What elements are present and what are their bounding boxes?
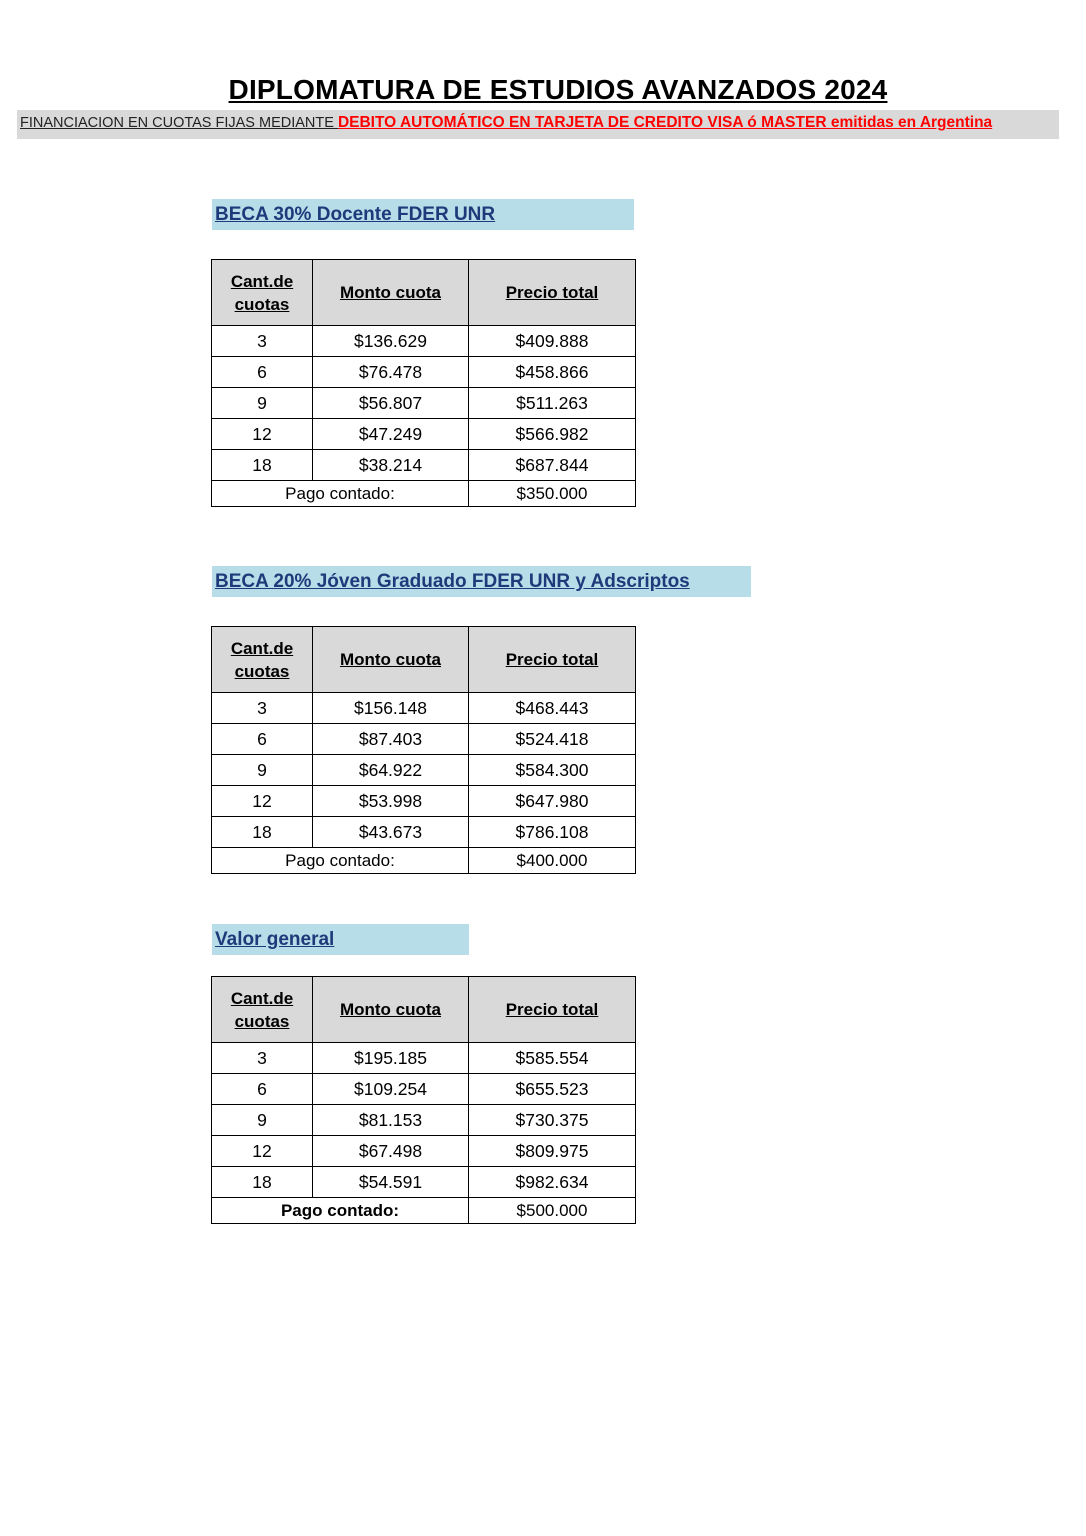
monto-cell: $195.185 bbox=[313, 1043, 469, 1074]
total-cell: $511.263 bbox=[469, 388, 636, 419]
cuotas-cell: 12 bbox=[212, 1136, 313, 1167]
pago-contado-label: Pago contado: bbox=[212, 481, 469, 507]
pago-contado-label: Pago contado: bbox=[212, 1198, 469, 1224]
total-cell: $655.523 bbox=[469, 1074, 636, 1105]
monto-cell: $53.998 bbox=[313, 786, 469, 817]
table-row bbox=[212, 693, 636, 724]
monto-cell: $67.498 bbox=[313, 1136, 469, 1167]
monto-cell: $76.478 bbox=[313, 357, 469, 388]
pricing-table-beca-20 bbox=[211, 626, 636, 874]
table-header-row bbox=[212, 627, 636, 693]
cuotas-cell: 12 bbox=[212, 786, 313, 817]
table-header-row bbox=[212, 260, 636, 326]
table-row bbox=[212, 357, 636, 388]
cuotas-cell: 18 bbox=[212, 450, 313, 481]
table-row bbox=[212, 1043, 636, 1074]
section-heading-valor-general bbox=[212, 924, 469, 955]
total-cell: $524.418 bbox=[469, 724, 636, 755]
cuotas-cell: 6 bbox=[212, 724, 313, 755]
total-cell: $585.554 bbox=[469, 1043, 636, 1074]
monto-cell: $56.807 bbox=[313, 388, 469, 419]
header-precio-total: Precio total bbox=[469, 977, 636, 1043]
table-row bbox=[212, 419, 636, 450]
table-row bbox=[212, 1136, 636, 1167]
subtitle-text: FINANCIACION EN CUOTAS FIJAS MEDIANTE bbox=[20, 115, 338, 131]
monto-cell: $87.403 bbox=[313, 724, 469, 755]
total-cell: $982.634 bbox=[469, 1167, 636, 1198]
financing-subtitle bbox=[17, 110, 1059, 139]
table-row bbox=[212, 786, 636, 817]
cuotas-cell: 6 bbox=[212, 357, 313, 388]
total-cell: $647.980 bbox=[469, 786, 636, 817]
header-monto-cuota: Monto cuota bbox=[313, 260, 469, 326]
subtitle-highlight: DEBITO AUTOMÁTICO EN TARJETA DE CREDITO VISA ó MASTER emitidas en Argentina bbox=[337, 114, 993, 131]
pago-contado-label: Pago contado: bbox=[212, 848, 469, 874]
header-precio-total: Precio total bbox=[469, 627, 636, 693]
table-header-row bbox=[212, 977, 636, 1043]
pricing-table-beca-30 bbox=[211, 259, 636, 507]
total-cell: $730.375 bbox=[469, 1105, 636, 1136]
total-cell: $409.888 bbox=[469, 326, 636, 357]
section-heading-text: Valor general bbox=[215, 929, 335, 950]
cuotas-cell: 9 bbox=[212, 755, 313, 786]
total-cell: $584.300 bbox=[469, 755, 636, 786]
monto-cell: $64.922 bbox=[313, 755, 469, 786]
pago-contado-value: $350.000 bbox=[469, 481, 636, 507]
monto-cell: $109.254 bbox=[313, 1074, 469, 1105]
pago-contado-value: $500.000 bbox=[469, 1198, 636, 1224]
total-cell: $468.443 bbox=[469, 693, 636, 724]
total-cell: $809.975 bbox=[469, 1136, 636, 1167]
table-row bbox=[212, 326, 636, 357]
section-heading-beca-30 bbox=[212, 199, 634, 230]
table-row bbox=[212, 1105, 636, 1136]
monto-cell: $43.673 bbox=[313, 817, 469, 848]
page-title: DIPLOMATURA DE ESTUDIOS AVANZADOS 2024 bbox=[228, 74, 888, 105]
monto-cell: $81.153 bbox=[313, 1105, 469, 1136]
table-row bbox=[212, 755, 636, 786]
monto-cell: $54.591 bbox=[313, 1167, 469, 1198]
header-cant-cuotas: Cant.de cuotas bbox=[212, 977, 313, 1043]
monto-cell: $136.629 bbox=[313, 326, 469, 357]
cuotas-cell: 6 bbox=[212, 1074, 313, 1105]
section-heading-text: BECA 20% Jóven Graduado FDER UNR y Adscriptos bbox=[215, 571, 690, 592]
section-heading-text: BECA 30% Docente FDER UNR bbox=[215, 204, 496, 225]
table-row bbox=[212, 450, 636, 481]
pricing-table-valor-general bbox=[211, 976, 636, 1224]
table-row bbox=[212, 724, 636, 755]
monto-cell: $47.249 bbox=[313, 419, 469, 450]
total-cell: $786.108 bbox=[469, 817, 636, 848]
pago-contado-row bbox=[212, 848, 636, 874]
total-cell: $566.982 bbox=[469, 419, 636, 450]
table-row bbox=[212, 817, 636, 848]
cuotas-cell: 3 bbox=[212, 326, 313, 357]
cuotas-cell: 12 bbox=[212, 419, 313, 450]
pago-contado-row bbox=[212, 1198, 636, 1224]
table-row bbox=[212, 1167, 636, 1198]
total-cell: $687.844 bbox=[469, 450, 636, 481]
cuotas-cell: 18 bbox=[212, 817, 313, 848]
monto-cell: $38.214 bbox=[313, 450, 469, 481]
header-precio-total: Precio total bbox=[469, 260, 636, 326]
monto-cell: $156.148 bbox=[313, 693, 469, 724]
header-monto-cuota: Monto cuota bbox=[313, 627, 469, 693]
header-cant-cuotas: Cant.de cuotas bbox=[212, 627, 313, 693]
header-cant-cuotas: Cant.de cuotas bbox=[212, 260, 313, 326]
pago-contado-row bbox=[212, 481, 636, 507]
cuotas-cell: 9 bbox=[212, 388, 313, 419]
table-row bbox=[212, 388, 636, 419]
section-heading-beca-20 bbox=[212, 566, 751, 597]
total-cell: $458.866 bbox=[469, 357, 636, 388]
cuotas-cell: 3 bbox=[212, 1043, 313, 1074]
cuotas-cell: 9 bbox=[212, 1105, 313, 1136]
header-monto-cuota: Monto cuota bbox=[313, 977, 469, 1043]
table-row bbox=[212, 1074, 636, 1105]
cuotas-cell: 18 bbox=[212, 1167, 313, 1198]
cuotas-cell: 3 bbox=[212, 693, 313, 724]
pago-contado-value: $400.000 bbox=[469, 848, 636, 874]
